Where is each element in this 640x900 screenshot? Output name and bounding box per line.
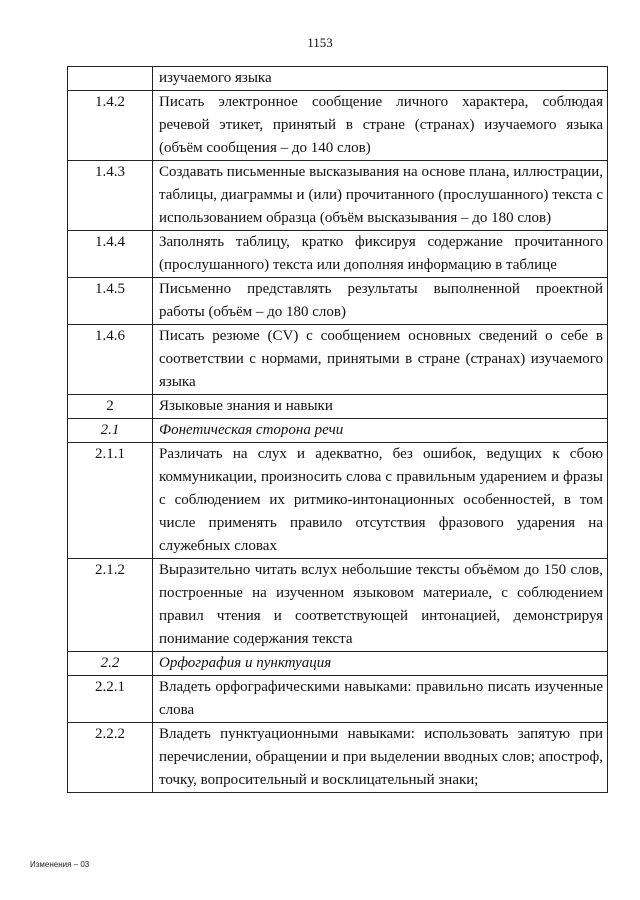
row-number: 2.1 [68,419,153,443]
table-row [68,67,608,91]
table-row [68,723,608,793]
row-number [68,67,153,91]
row-number: 1.4.3 [68,161,153,231]
requirements-table [67,66,608,793]
row-number: 1.4.2 [68,91,153,161]
row-number: 1.4.5 [68,278,153,325]
row-text: изучаемого языка [153,67,608,91]
table-row [68,278,608,325]
table-row [68,91,608,161]
row-text: Орфография и пунктуация [153,652,608,676]
row-number: 2.1.1 [68,443,153,559]
row-number: 2.1.2 [68,559,153,652]
table-row [68,325,608,395]
table-row [68,395,608,419]
row-number: 2.2.1 [68,676,153,723]
row-text: Владеть орфографическими навыками: правильно писать изученные слова [153,676,608,723]
row-text: Писать электронное сообщение личного характера, соблюдая речевой этикет, принятый в стране (странах) изучаемого языка (объём сообщения – до 140 слов) [153,91,608,161]
table-body [68,67,608,793]
table-row [68,231,608,278]
table-row [68,676,608,723]
page-number: 1153 [307,35,333,50]
table-row [68,559,608,652]
table-row [68,419,608,443]
row-number: 2.2.2 [68,723,153,793]
row-number: 2.2 [68,652,153,676]
table-row [68,161,608,231]
row-number: 1.4.6 [68,325,153,395]
table-row [68,443,608,559]
table-row [68,652,608,676]
row-text: Письменно представлять результаты выполненной проектной работы (объём – до 180 слов) [153,278,608,325]
row-text: Заполнять таблицу, кратко фиксируя содержание прочитанного (прослушанного) текста или дополняя информацию в таблице [153,231,608,278]
row-number: 2 [68,395,153,419]
footer-revision: Изменения – 03 [30,860,90,869]
row-text: Различать на слух и адекватно, без ошибок, ведущих к сбою коммуникации, произносить слова с правильным ударением и фразы с соблюдением их ритмико-интонационных особенностей, в том числе применять правило отсутствия фразового ударения на служебных словах [153,443,608,559]
row-text: Фонетическая сторона речи [153,419,608,443]
row-text: Создавать письменные высказывания на основе плана, иллюстрации, таблицы, диаграммы и (или) прочитанного (прослушанного) текста с использованием образца (объём высказывания – до 180 слов) [153,161,608,231]
row-number: 1.4.4 [68,231,153,278]
row-text: Выразительно читать вслух небольшие тексты объёмом до 150 слов, построенные на изученном языковом материале, с соблюдением правил чтения и соответствующей интонацией, демонстрируя понимание содержания текста [153,559,608,652]
row-text: Языковые знания и навыки [153,395,608,419]
row-text: Писать резюме (CV) с сообщением основных сведений о себе в соответствии с нормами, принятыми в стране (странах) изучаемого языка [153,325,608,395]
row-text: Владеть пунктуационными навыками: использовать запятую при перечислении, обращении и при выделении вводных слов; апостроф, точку, вопросительный и восклицательный знаки; [153,723,608,793]
